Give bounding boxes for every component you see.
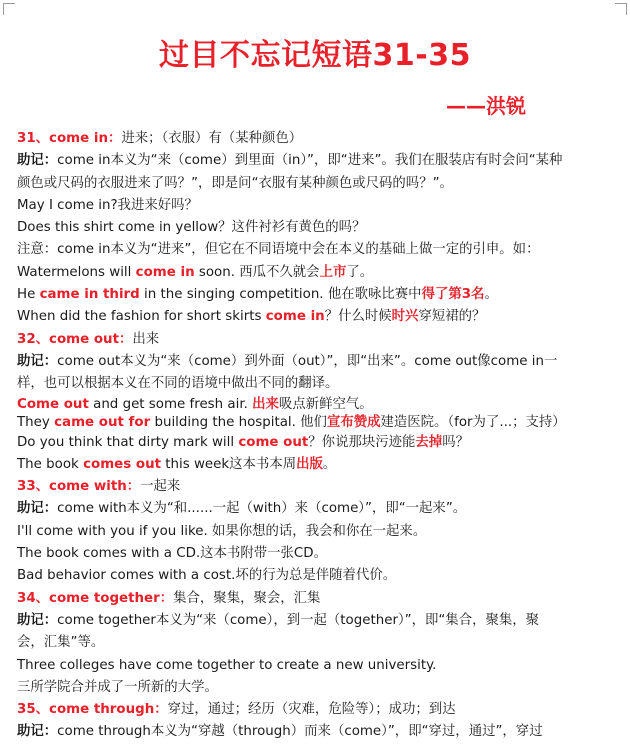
mnemonic-label: 助记： <box>17 501 58 517</box>
highlighted-phrase: Come out <box>17 396 89 412</box>
text-line <box>17 543 617 565</box>
text-segment: The book comes with a CD.这本书附带一张CD。 <box>17 546 327 562</box>
text-segment: 吗？ <box>442 434 469 450</box>
highlighted-phrase: 得了第3名 <box>421 287 485 303</box>
text-line <box>17 699 617 721</box>
text-line <box>17 239 617 261</box>
text-segment: 穿过，通过；经历（灾难，危险等）；成功；到达 <box>167 702 456 718</box>
mnemonic-label: 助记： <box>17 612 58 628</box>
text-segment: May I come in?我进来好吗？ <box>17 197 198 213</box>
text-segment: ？什么时候 <box>324 309 392 325</box>
page-title: 过目不忘记短语31-35 <box>159 38 471 73</box>
text-line <box>17 128 617 150</box>
text-line <box>17 565 617 587</box>
text-line <box>17 632 617 654</box>
text-segment: come out本义为“来（come）到外面（out）”，即“出来”。come out像come in一 <box>57 353 558 369</box>
text-segment: ？你说那块污迹能 <box>308 434 416 450</box>
text-segment: 吸点新鲜空气。 <box>278 396 373 412</box>
text-segment: Watermelons will <box>17 264 136 280</box>
highlighted-phrase: come out <box>238 434 309 450</box>
mnemonic-label: 助记： <box>17 353 58 369</box>
highlighted-phrase: 去掉 <box>415 434 443 450</box>
text-segment: 颜色或尺码的衣服进来了吗？”，即是问“衣服有某种颜色或尺码的吗？”。 <box>17 175 453 191</box>
text-segment: Bad behavior comes with a cost.坏的行为总是伴随着代价。 <box>17 568 397 584</box>
text-segment: 样，也可以根据本义在不同的语境中做出不同的翻译。 <box>17 376 339 392</box>
text-segment: 。 <box>322 456 337 472</box>
text-segment: and get some fresh air. <box>88 396 253 412</box>
text-line <box>17 262 617 284</box>
phrase-notes-body <box>17 128 617 744</box>
text-line <box>17 329 617 351</box>
highlighted-phrase: 33、come with： <box>17 479 141 495</box>
highlighted-phrase: come in <box>265 309 325 325</box>
text-segment: 一起来 <box>140 479 181 495</box>
text-line <box>17 173 617 195</box>
highlighted-phrase: 31、come in： <box>17 131 122 146</box>
text-segment: 了。 <box>346 264 374 280</box>
text-line <box>17 432 617 454</box>
highlighted-phrase: 宣布赞成 <box>326 414 381 430</box>
text-line <box>17 677 617 699</box>
text-segment: 进来；（衣服）有（某种颜色） <box>121 131 303 146</box>
text-segment: come through本义为“穿越（through）而来（come）”，即“穿过，通过”，穿过 <box>57 724 543 740</box>
text-line <box>17 284 617 306</box>
text-segment: The book <box>17 456 84 472</box>
text-line <box>17 610 617 632</box>
highlighted-phrase: 出版 <box>296 456 323 472</box>
text-segment: come in本义为“来（come）到里面（in）”，即“进来”。我们在服装店有时会问“某种 <box>57 153 563 169</box>
text-segment: come with本义为“和......一起（with）来（come）”，即“一起来”。 <box>57 501 467 517</box>
highlighted-phrase: comes out <box>83 456 162 472</box>
mnemonic-label: 助记： <box>17 724 58 740</box>
text-line <box>17 373 617 395</box>
text-segment: 会，汇集”等。 <box>17 635 105 651</box>
text-segment: When did the fashion for short skirts <box>17 309 266 325</box>
highlighted-phrase: come in <box>135 264 195 280</box>
highlighted-phrase: 35、come through： <box>17 702 168 718</box>
text-line <box>17 498 617 520</box>
text-segment: 三所学院合并成了一所新的大学。 <box>17 679 218 695</box>
text-segment: soon. 西瓜不久就会 <box>194 264 320 280</box>
text-line <box>17 150 617 172</box>
mnemonic-label: 助记： <box>17 153 58 169</box>
text-segment: 出来 <box>132 331 160 347</box>
text-segment: He <box>17 287 40 303</box>
text-segment: Does this shirt come in yellow？这件衬衫有黄色的吗？ <box>17 220 366 236</box>
text-segment: 建造医院。（for为了...；支持） <box>380 414 566 430</box>
text-segment: Three colleges have come together to create a new university. <box>17 657 437 673</box>
text-segment: in the singing competition. 他在歌咏比赛中 <box>139 287 422 303</box>
text-line <box>17 521 617 543</box>
text-segment: Do you think that dirty mark will <box>17 434 239 450</box>
text-line <box>17 217 617 239</box>
text-segment: 。 <box>484 287 498 303</box>
page-corner-mark-left <box>3 3 15 15</box>
text-line <box>17 396 617 414</box>
text-line <box>17 655 617 677</box>
author-byline: ——洪锐 <box>446 94 526 118</box>
text-segment: come together本义为“来（come），到一起（together）”，即“集合，聚集，聚 <box>57 612 540 628</box>
text-segment: 注意：come in本义为“进来”，但它在不同语境中会在本义的基础上做一定的引申。如： <box>17 242 540 258</box>
highlighted-phrase: 上市 <box>319 264 347 280</box>
text-segment: They <box>17 414 55 430</box>
text-line <box>17 351 617 373</box>
highlighted-phrase: 34、come together： <box>17 590 174 606</box>
text-line <box>17 476 617 498</box>
text-segment: 穿短裙的？ <box>418 309 486 325</box>
text-line <box>17 721 617 743</box>
highlighted-phrase: 出来 <box>252 396 279 412</box>
text-line <box>17 414 617 432</box>
text-segment: 集合，聚集，聚会，汇集 <box>173 590 321 606</box>
text-line <box>17 588 617 610</box>
highlighted-phrase: 32、come out： <box>17 331 133 347</box>
text-segment: I'll come with you if you like. 如果你想的话，我会和你在一起来。 <box>17 523 427 539</box>
highlighted-phrase: came out for <box>54 414 151 430</box>
text-line <box>17 306 617 328</box>
text-segment: this week这本书本周 <box>161 456 297 472</box>
text-line <box>17 195 617 217</box>
highlighted-phrase: 时兴 <box>391 309 419 325</box>
text-segment: building the hospital. 他们 <box>150 414 327 430</box>
text-line <box>17 454 617 476</box>
page-corner-mark-right <box>615 3 627 15</box>
highlighted-phrase: came in third <box>39 287 140 303</box>
